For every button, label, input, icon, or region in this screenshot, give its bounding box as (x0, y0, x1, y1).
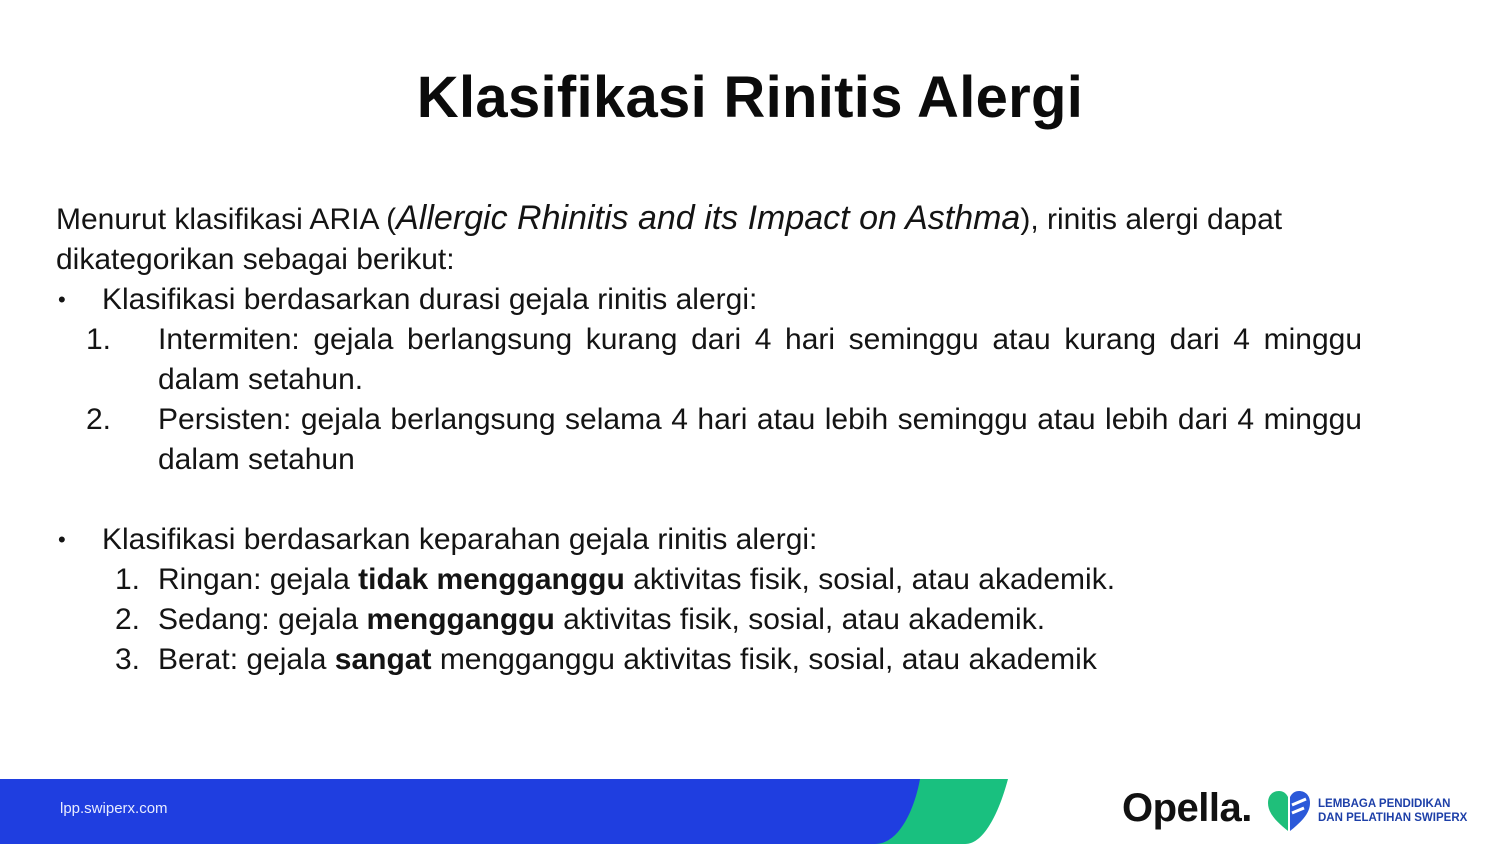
footer-url[interactable]: lpp.swiperx.com (60, 800, 168, 817)
item-number: 1. (86, 323, 112, 356)
section-duration (56, 280, 1362, 480)
item-number: 2. (114, 603, 140, 636)
numbered-item (56, 640, 1362, 680)
numbered-item (56, 400, 1362, 480)
item-text-start: Sedang: gejala (158, 603, 367, 636)
heart-logo-icon (1266, 789, 1314, 833)
intro-paragraph (56, 198, 1362, 280)
heart-left-half (1268, 791, 1288, 831)
bullet-icon: • (58, 287, 66, 312)
partner-line-2: DAN PELATIHAN SWIPERX (1318, 812, 1468, 824)
item-text-end: aktivitas fisik, sosial, atau akademik. (554, 603, 1046, 636)
item-text: Persisten: gejala berlangsung selama 4 hari atau lebih seminggu atau lebih dari 4 minggu dalam setahun (158, 403, 1362, 476)
item-text-start: Berat: gejala (158, 643, 335, 676)
intro-text-start: Menurut klasifikasi ARIA ( (56, 203, 397, 236)
item-text-end: aktivitas fisik, sosial, atau akademik. (624, 563, 1116, 596)
bullet-item (56, 280, 1362, 320)
slide-title: Klasifikasi Rinitis Alergi (416, 65, 1084, 130)
section-spacer (56, 480, 1362, 520)
intro-text-end: ), rinitis alergi dapat dikategorikan sebagai berikut: (56, 203, 1283, 276)
item-number: 3. (114, 643, 140, 676)
item-text-end: mengganggu aktivitas fisik, sosial, atau akademik (431, 643, 1097, 676)
bullet-heading: Klasifikasi berdasarkan durasi gejala rinitis alergi: (102, 283, 758, 316)
section-severity (56, 520, 1362, 680)
item-bold-text: tidak mengganggu (358, 563, 625, 596)
opella-logo: Opella. (1122, 786, 1252, 830)
partner-line-1: LEMBAGA PENDIDIKAN (1318, 798, 1451, 810)
item-text-start: Ringan: gejala (158, 563, 359, 596)
item-bold-text: sangat (334, 643, 432, 676)
item-number: 2. (86, 403, 112, 436)
partner-text (1318, 797, 1467, 825)
intro-italic-term: Allergic Rhinitis and its Impact on Asthma (396, 199, 1021, 237)
bullet-heading: Klasifikasi berdasarkan keparahan gejala rinitis alergi: (102, 523, 818, 556)
numbered-item (56, 320, 1362, 400)
item-number: 1. (114, 563, 140, 596)
item-text: Intermiten: gejala berlangsung kurang dari 4 hari seminggu atau kurang dari 4 minggu dalam setahun. (158, 323, 1362, 396)
bullet-item (56, 520, 1362, 560)
numbered-item (56, 600, 1362, 640)
item-bold-text: mengganggu (366, 603, 555, 636)
bullet-icon: • (58, 527, 66, 552)
numbered-item (56, 560, 1362, 600)
slide-body (56, 198, 1362, 680)
